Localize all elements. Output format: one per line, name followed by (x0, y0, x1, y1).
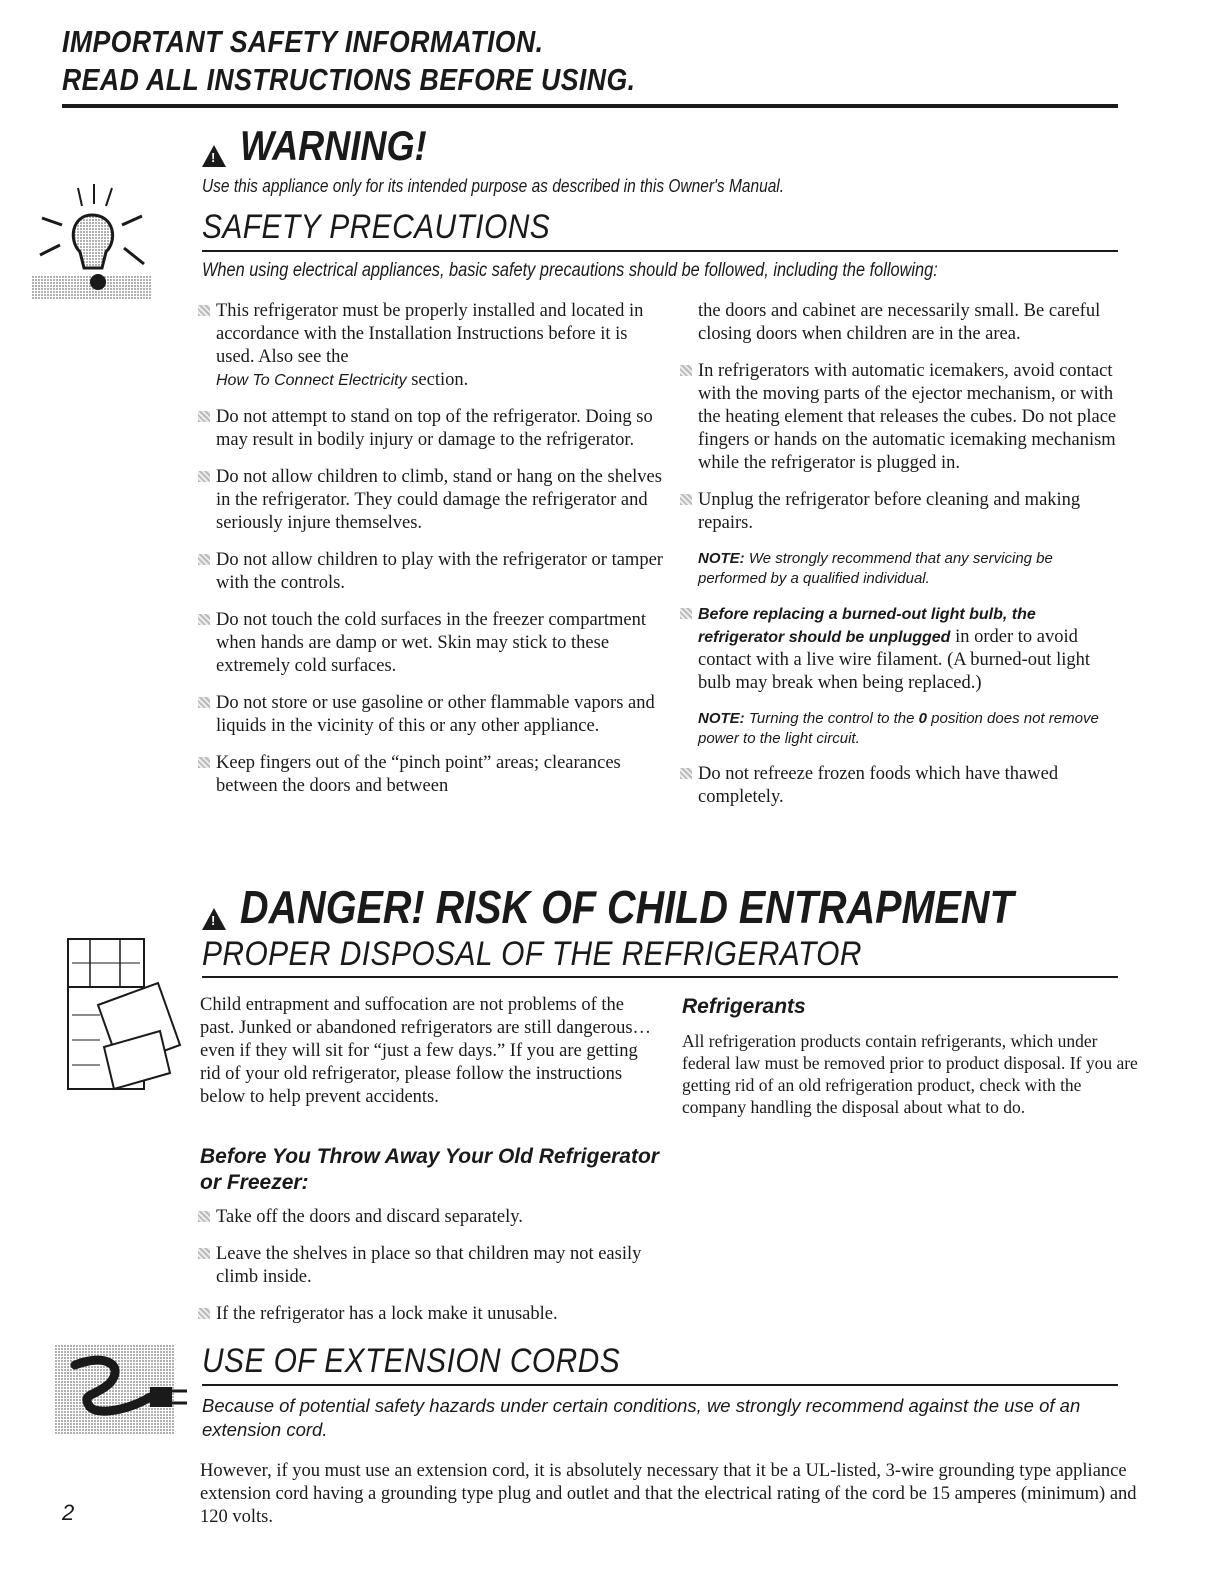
list-item: Do not allow children to play with the refrigerator or tamper with the controls. (198, 549, 668, 595)
bullet-icon (680, 494, 692, 505)
note-servicing: NOTE: We strongly recommend that any servicing be performed by a qualified individual. (698, 550, 1053, 587)
before-throw-away-subtitle: Before You Throw Away Your Old Refrigerator or Freezer: (200, 1145, 659, 1194)
page-heading-line-1: IMPORTANT SAFETY INFORMATION. (62, 24, 544, 59)
warning-heading: !WARNING! (202, 122, 457, 170)
bullet-icon (198, 554, 210, 565)
list-item: Leave the shelves in place so that children may not easily climb inside. (198, 1243, 668, 1289)
bullet-icon (198, 1211, 210, 1222)
bullet-icon (198, 411, 210, 422)
bullet-icon (198, 1308, 210, 1319)
proper-disposal-title: PROPER DISPOSAL OF THE REFRIGERATOR (202, 935, 862, 973)
safety-rule (202, 250, 1118, 252)
page-heading-line-2: READ ALL INSTRUCTIONS BEFORE USING. (62, 62, 636, 97)
warning-intro: Use this appliance only for its intended purpose as described in this Owner's Manual. (202, 176, 785, 196)
bullet-icon (198, 614, 210, 625)
bullet-icon (680, 365, 692, 376)
bullet-icon (680, 608, 692, 619)
list-item: Do not refreeze frozen foods which have thawed completely. (680, 763, 1125, 809)
bullet-icon (680, 768, 692, 779)
list-item: Do not touch the cold surfaces in the freezer compartment when hands are damp or wet. Skin may stick to these extremely cold surfaces. (198, 609, 668, 678)
extension-lead: Because of potential safety hazards under certain conditions, we strongly recommend against the use of an extension cord. (202, 1395, 1081, 1440)
list-item: Before replacing a burned-out light bulb, the refrigerator should be unplugged in order to avoid contact with a live wire filament. (A burned-out light bulb may break when being replaced.) (680, 603, 1125, 695)
bullet-icon (198, 1248, 210, 1259)
safety-precautions-title: SAFETY PRECAUTIONS (202, 208, 551, 246)
list-item: Do not allow children to climb, stand or hang on the shelves in the refrigerator. They could damage the refrigerator and seriously injure themselves. (198, 466, 668, 535)
list-item: If the refrigerator has a lock make it unusable. (198, 1303, 668, 1326)
safety-lead: When using electrical appliances, basic safety precautions should be followed, including the following: (202, 260, 938, 281)
extension-body: However, if you must use an extension cord, it is absolutely necessary that it be a UL-listed, 3-wire grounding type appliance extension cord having a grounding type plug and outlet and that the electrical rating of the cord be 15 amperes (minimum) and 120 volts. (200, 1461, 1137, 1527)
danger-triangle-icon (202, 908, 226, 930)
list-item-continued: the doors and cabinet are necessarily small. Be careful closing doors when children are in the area. (698, 301, 1101, 344)
bullet-icon (198, 697, 210, 708)
list-item: Do not store or use gasoline or other flammable vapors and liquids in the vicinity of this or any other appliance. (198, 692, 668, 738)
safety-left-column (198, 300, 668, 812)
refrigerator-icon (60, 935, 185, 1095)
refrigerants-text: All refrigeration products contain refrigerants, which under federal law must be removed prior to product disposal. If you are getting rid of an old refrigeration product, check with the company handling the disposal about what to do. (682, 1031, 1138, 1117)
list-item: Unplug the refrigerator before cleaning and making repairs. (680, 489, 1125, 535)
list-item: Keep fingers out of the “pinch point” areas; clearances between the doors and between (198, 752, 668, 798)
disposal-steps (198, 1206, 668, 1340)
safety-right-column (680, 300, 1125, 823)
disposal-intro: Child entrapment and suffocation are not problems of the past. Junked or abandoned refrigerators are still dangerous…even if they will sit for “just a few days.” If you are getting rid of your old refrigerator, please follow the instructions below to help prevent accidents. (200, 995, 652, 1107)
danger-heading: !DANGER! RISK OF CHILD ENTRAPMENT (202, 880, 1140, 934)
warning-triangle-icon (202, 145, 226, 167)
header-rule (62, 104, 1118, 108)
list-item: Do not attempt to stand on top of the refrigerator. Doing so may result in bodily injury or damage to the refrigerator. (198, 406, 668, 452)
list-item: In refrigerators with automatic icemakers, avoid contact with the moving parts of the ejector mechanism, or with the heating element that releases the cubes. Do not place fingers or hands on the automatic icemaking mechanism while the refrigerator is plugged in. (680, 360, 1125, 475)
page-number: 2 (62, 1500, 75, 1525)
plug-icon (55, 1345, 195, 1435)
list-item: Take off the doors and discard separately. (198, 1206, 668, 1229)
note-light-circuit: NOTE: Turning the control to the 0 position does not remove power to the light circuit. (698, 710, 1099, 747)
bullet-icon (198, 757, 210, 768)
extension-cords-title: USE OF EXTENSION CORDS (202, 1342, 621, 1380)
extension-rule (202, 1384, 1118, 1386)
bullet-icon (198, 471, 210, 482)
light-bulb-icon (32, 180, 182, 300)
list-item: This refrigerator must be properly installed and located in accordance with the Installation Instructions before it is used. Also see the How To Connect Electricity section. (198, 300, 668, 392)
disposal-rule (202, 976, 1118, 978)
refrigerants-subtitle: Refrigerants (682, 995, 806, 1018)
bullet-icon (198, 305, 210, 316)
